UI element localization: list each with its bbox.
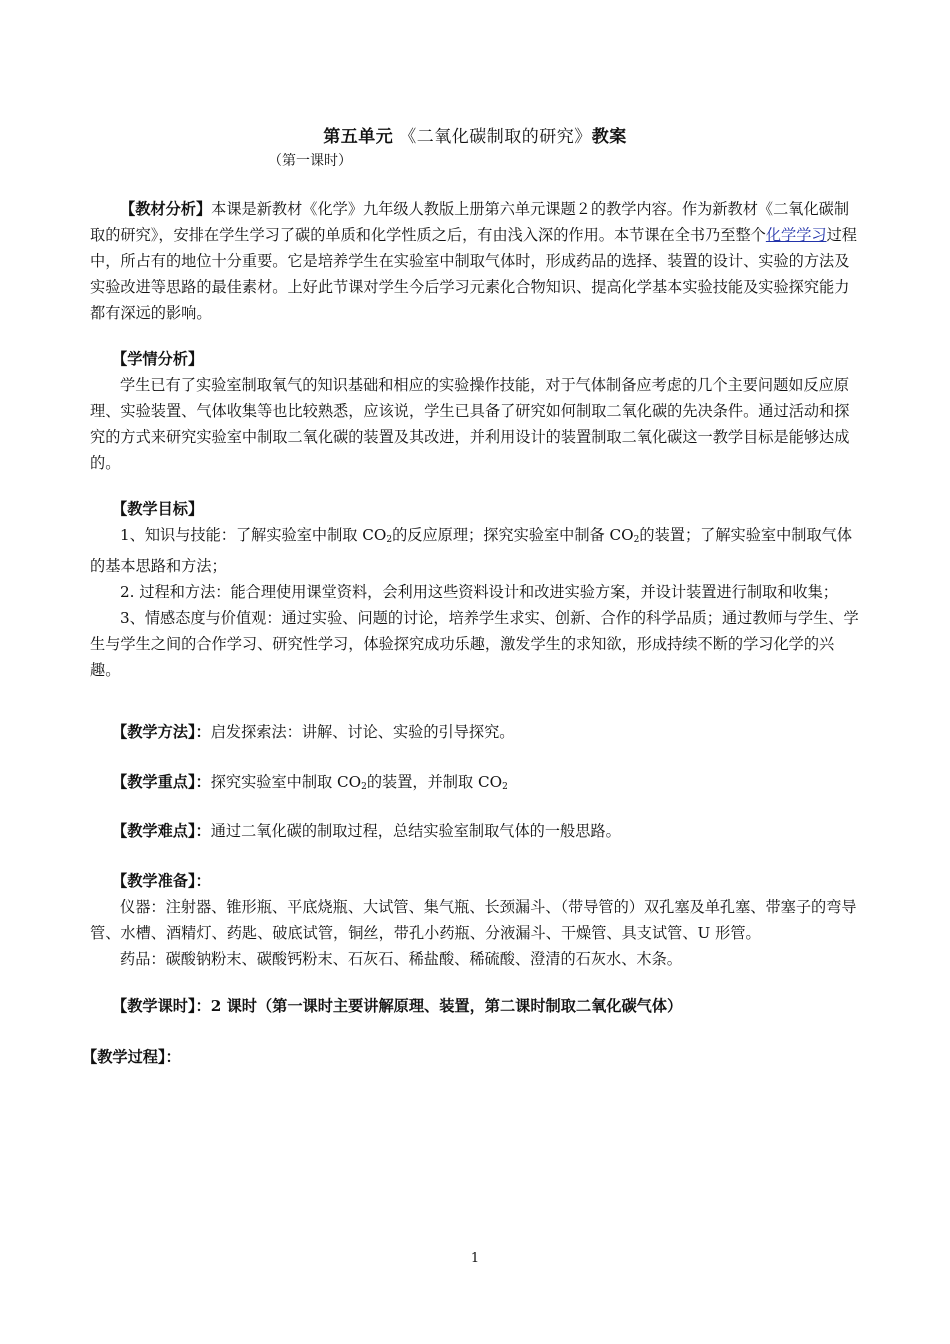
section-process <box>82 1044 854 1070</box>
section-teaching-goals <box>90 496 862 683</box>
instruments-list: 仪器：注射器、锥形瓶、平底烧瓶、大试管、集气瓶、长颈漏斗、（带导管的）双孔塞及单孔塞、带塞子的弯导管、水槽、酒精灯、药匙、破底试管，铜丝，带孔小药瓶、分液漏斗、干燥管、具支试管、U 形管。 <box>90 898 857 942</box>
subscript: 2 <box>386 535 393 545</box>
section-heading: 【教学重点】： <box>112 773 211 791</box>
title-topic: 《二氧化碳制取的研究》 <box>399 127 592 147</box>
section-preparation <box>90 868 862 972</box>
paragraph-text: 启发探索法：讲解、讨论、实验的引导探究。 <box>210 723 515 741</box>
subscript: 2 <box>633 535 640 545</box>
page-subtitle: （第一课时） <box>268 153 352 169</box>
section-heading: 【教学难点】： <box>112 822 211 840</box>
goal-item: 2. 过程和方法：能合理使用课堂资料，会利用这些资料设计和改进实验方案，并设计装置进行制取和收集； <box>120 583 838 601</box>
section-material-analysis <box>90 196 862 326</box>
subscript: 2 <box>361 782 367 792</box>
goal-item: 3、情感态度与价值观：通过实验、问题的讨论，培养学生求实、创新、合作的科学品质；通过教师与学生、学生与学生之间的合作学习、研究性学习，体验探究成功乐趣，激发学生的求知欲，形成持续不断的学习化学的兴趣。 <box>90 609 859 679</box>
section-student-analysis <box>90 346 862 476</box>
section-method <box>90 719 862 745</box>
section-difficulty <box>90 818 862 844</box>
subscript: 2 <box>502 782 508 792</box>
paragraph-text: 学生已有了实验室制取氧气的知识基础和相应的实验操作技能，对于气体制备应考虑的几个主要问题如反应原理、实验装置、气体收集等也比较熟悉，应该说，学生已具备了研究如何制取二氧化碳的先决条件。通过活动和探究的方式来研究实验室中制取二氧化碳的装置及其改进，并利用设计的装置制取二氧化碳这一教学目标是能够达成的。 <box>90 376 850 472</box>
paragraph-text: 通过二氧化碳的制取过程，总结实验室制取气体的一般思路。 <box>210 822 621 840</box>
chemicals-list: 药品：碳酸钠粉末、碳酸钙粉末、石灰石、稀盐酸、稀硫酸、澄清的石灰水、木条。 <box>120 950 682 968</box>
goal-text: 1、知识与技能：了解实验室中制取 CO <box>120 526 387 544</box>
paragraph-text: 2 课时（第一课时主要讲解原理、装置，第二课时制取二氧化碳气体） <box>210 997 683 1015</box>
section-class-hours <box>90 993 862 1019</box>
section-heading: 【教学目标】 <box>112 500 204 518</box>
section-heading: 【教学准备】： <box>112 872 211 890</box>
page-number: 1 <box>470 1251 480 1266</box>
chemistry-learning-link[interactable]: 化学学习 <box>765 226 827 244</box>
section-key-point <box>90 769 862 800</box>
section-heading: 【教学课时】： <box>112 997 211 1015</box>
section-heading: 【教材分析】 <box>120 200 212 218</box>
title-unit: 第五单元 <box>323 127 394 147</box>
paragraph-text: 本课是新教材《化学》九年级人教版上册第六单元课题２的教学内容。作为新教材《二氧化碳制取的研究》，安排在学生学习了碳的单质和化学性质之后，有由浅入深的作用。本节课在全书乃至整个 <box>90 200 849 244</box>
goal-item <box>90 522 862 579</box>
page-title <box>0 122 950 147</box>
goal-text: 的装置；了解实验室中制取气体的基本思路和方法； <box>90 526 852 575</box>
section-heading: 【学情分析】 <box>112 350 204 368</box>
title-suffix: 教案 <box>591 127 627 147</box>
paragraph-text: 探究实验室中制取 CO <box>210 773 362 791</box>
goal-text: 的反应原理；探究实验室中制备 CO <box>392 526 634 544</box>
paragraph-text: 的装置，并制取 CO <box>366 773 503 791</box>
section-heading: 【教学过程】： <box>82 1048 181 1066</box>
paragraph-text: 过程中，所占有的地位十分重要。它是培养学生在实验室中制取气体时，形成药品的选择、装置的设计、实验的方法及实验改进等思路的最佳素材。上好此节课对学生今后学习元素化合物知识、提高化学基本实验技能及实验探究能力都有深远的影响。 <box>90 226 857 322</box>
section-heading: 【教学方法】： <box>112 723 211 741</box>
